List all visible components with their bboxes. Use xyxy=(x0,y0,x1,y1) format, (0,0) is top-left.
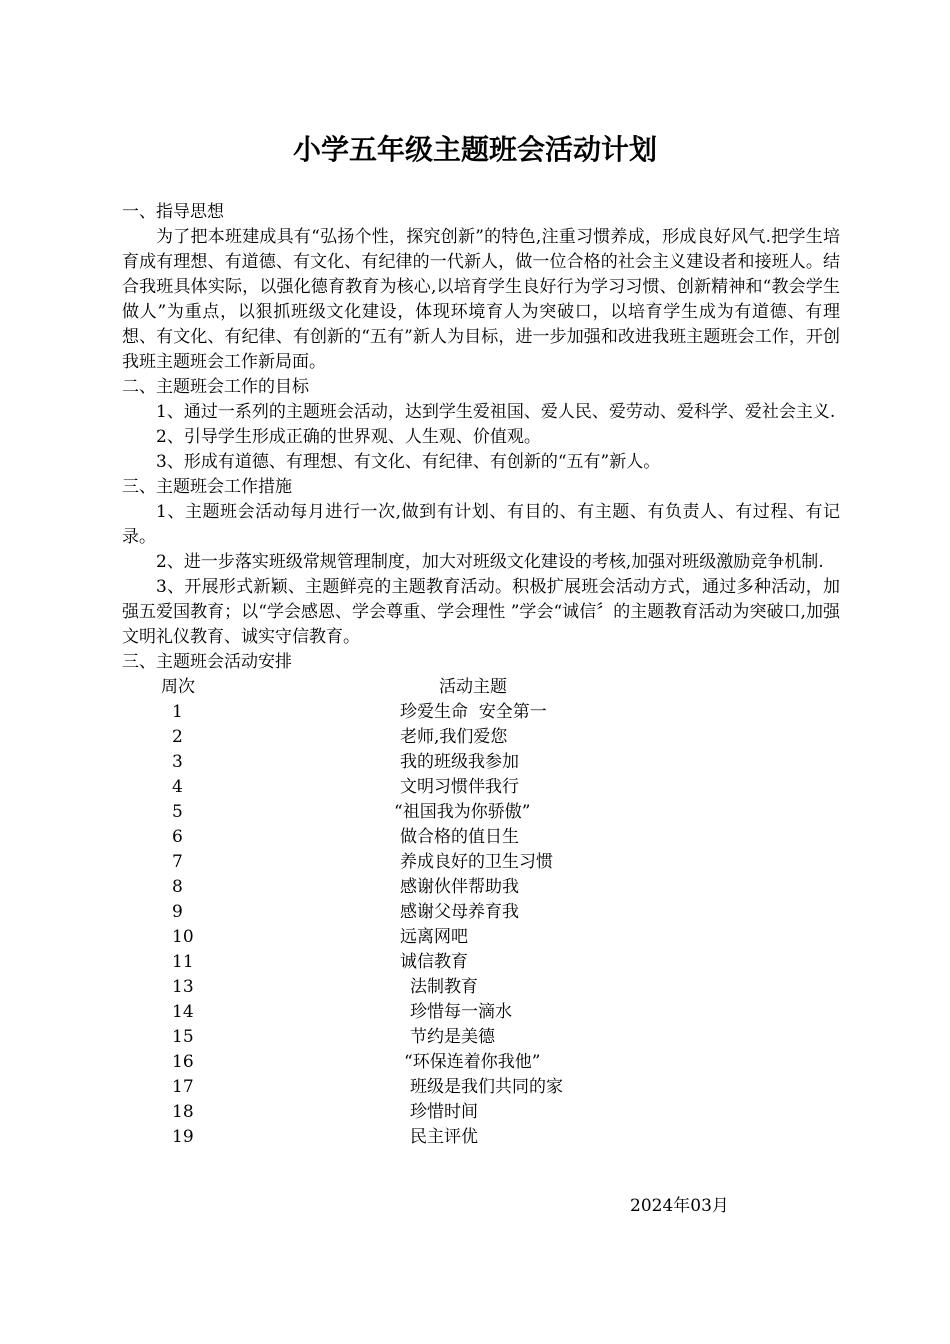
row-week: 10 xyxy=(172,927,194,947)
document-date: 2024年03月 xyxy=(630,1196,729,1216)
row-week: 18 xyxy=(172,1102,194,1122)
schedule-table xyxy=(122,675,840,1150)
table-row xyxy=(122,850,840,875)
row-topic: 珍惜每一滴水 xyxy=(410,1002,512,1022)
table-row xyxy=(122,975,840,1000)
section-heading-measures: 三、主题班会工作措施 xyxy=(122,477,292,497)
table-row xyxy=(122,750,840,775)
row-week: 9 xyxy=(172,902,183,922)
header-week: 周次 xyxy=(161,677,195,697)
table-row xyxy=(122,1050,840,1075)
measure-item: 1、主题班会活动每月进行一次,做到有计划、有目的、有主题、有负责人、有过程、有记录。 xyxy=(122,502,840,547)
table-row xyxy=(122,700,840,725)
row-week: 19 xyxy=(172,1127,194,1147)
row-topic: 珍爱生命 安全第一 xyxy=(400,702,547,722)
table-row xyxy=(122,825,840,850)
row-week: 8 xyxy=(172,877,183,897)
table-row xyxy=(122,725,840,750)
row-week: 13 xyxy=(172,977,194,997)
table-row xyxy=(122,925,840,950)
table-row xyxy=(122,775,840,800)
row-topic: “环保连着你我他” xyxy=(404,1052,541,1072)
row-week: 1 xyxy=(172,702,183,722)
row-week: 14 xyxy=(172,1002,194,1022)
row-topic: 感谢伙伴帮助我 xyxy=(400,877,519,897)
row-topic: 远离网吧 xyxy=(400,927,468,947)
table-row xyxy=(122,950,840,975)
document-title: 小学五年级主题班会活动计划 xyxy=(292,133,657,166)
table-row xyxy=(122,875,840,900)
row-week: 4 xyxy=(172,777,183,797)
row-topic: 做合格的值日生 xyxy=(400,827,519,847)
section-heading-schedule: 三、主题班会活动安排 xyxy=(122,652,292,672)
goal-item: 3、形成有道德、有理想、有文化、有纪律、有创新的“五有”新人。 xyxy=(156,452,661,472)
schedule-header-row xyxy=(122,675,840,700)
row-topic: 班级是我们共同的家 xyxy=(410,1077,563,1097)
table-row xyxy=(122,800,840,825)
row-topic: 养成良好的卫生习惯 xyxy=(400,852,553,872)
row-topic: 民主评优 xyxy=(410,1127,478,1147)
measure-item: 3、开展形式新颖、主题鲜亮的主题教育活动。积极扩展班会活动方式，通过多种活动，加强五爱国教育；以“学会感恩、学会尊重、学会理性 ”学会“诚信〞的主题教育活动为突破口,加强文明礼仪教育、诚实守信教育。 xyxy=(122,577,840,647)
header-topic: 活动主题 xyxy=(439,677,507,697)
row-topic: 感谢父母养育我 xyxy=(400,902,519,922)
section-heading-guiding-ideology: 一、指导思想 xyxy=(122,202,224,222)
row-topic: 诚信教育 xyxy=(400,952,468,972)
row-topic: 文明习惯伴我行 xyxy=(400,777,519,797)
table-row xyxy=(122,1000,840,1025)
table-row xyxy=(122,1075,840,1100)
table-row xyxy=(122,900,840,925)
document-body xyxy=(122,200,840,1150)
guiding-ideology-paragraph: 为了把本班建成具有“弘扬个性，探究创新”的特色,注重习惯养成，形成良好风气.把学生培育成有理想、有道德、有文化、有纪律的一代新人，做一位合格的社会主义建设者和接班人。结合我班具体实际，以强化德育教育为核心,以培育学生良好行为学习习惯、创新精神和“教会学生做人”为重点，以狠抓班级文化建设，体现环境育人为突破口，以培育学生成为有道德、有理想、有文化、有纪律、有创新的“五有”新人为目标，进一步加强和改进我班主题班会工作，开创我班主题班会工作新局面。 xyxy=(122,227,840,372)
row-week: 5 xyxy=(172,802,183,822)
table-row xyxy=(122,1125,840,1150)
row-week: 15 xyxy=(172,1027,194,1047)
row-week: 6 xyxy=(172,827,183,847)
goal-item: 1、通过一系列的主题班会活动，达到学生爱祖国、爱人民、爱劳动、爱科学、爱社会主义. xyxy=(156,402,836,422)
row-topic: “祖国我为你骄傲” xyxy=(394,802,531,822)
goal-item: 2、引导学生形成正确的世界观、人生观、价值观。 xyxy=(156,427,541,447)
row-week: 11 xyxy=(172,952,194,972)
row-topic: 我的班级我参加 xyxy=(400,752,519,772)
row-topic: 节约是美德 xyxy=(410,1027,495,1047)
row-topic: 老师,我们爱您 xyxy=(400,727,508,747)
row-week: 2 xyxy=(172,727,183,747)
row-week: 17 xyxy=(172,1077,194,1097)
row-week: 16 xyxy=(172,1052,194,1072)
measure-item: 2、进一步落实班级常规管理制度，加大对班级文化建设的考核,加强对班级激励竞争机制. xyxy=(156,552,824,572)
row-topic: 珍惜时间 xyxy=(410,1102,478,1122)
table-row xyxy=(122,1025,840,1050)
row-week: 7 xyxy=(172,852,183,872)
section-heading-goals: 二、主题班会工作的目标 xyxy=(122,377,309,397)
table-row xyxy=(122,1100,840,1125)
row-topic: 法制教育 xyxy=(410,977,478,997)
row-week: 3 xyxy=(172,752,183,772)
